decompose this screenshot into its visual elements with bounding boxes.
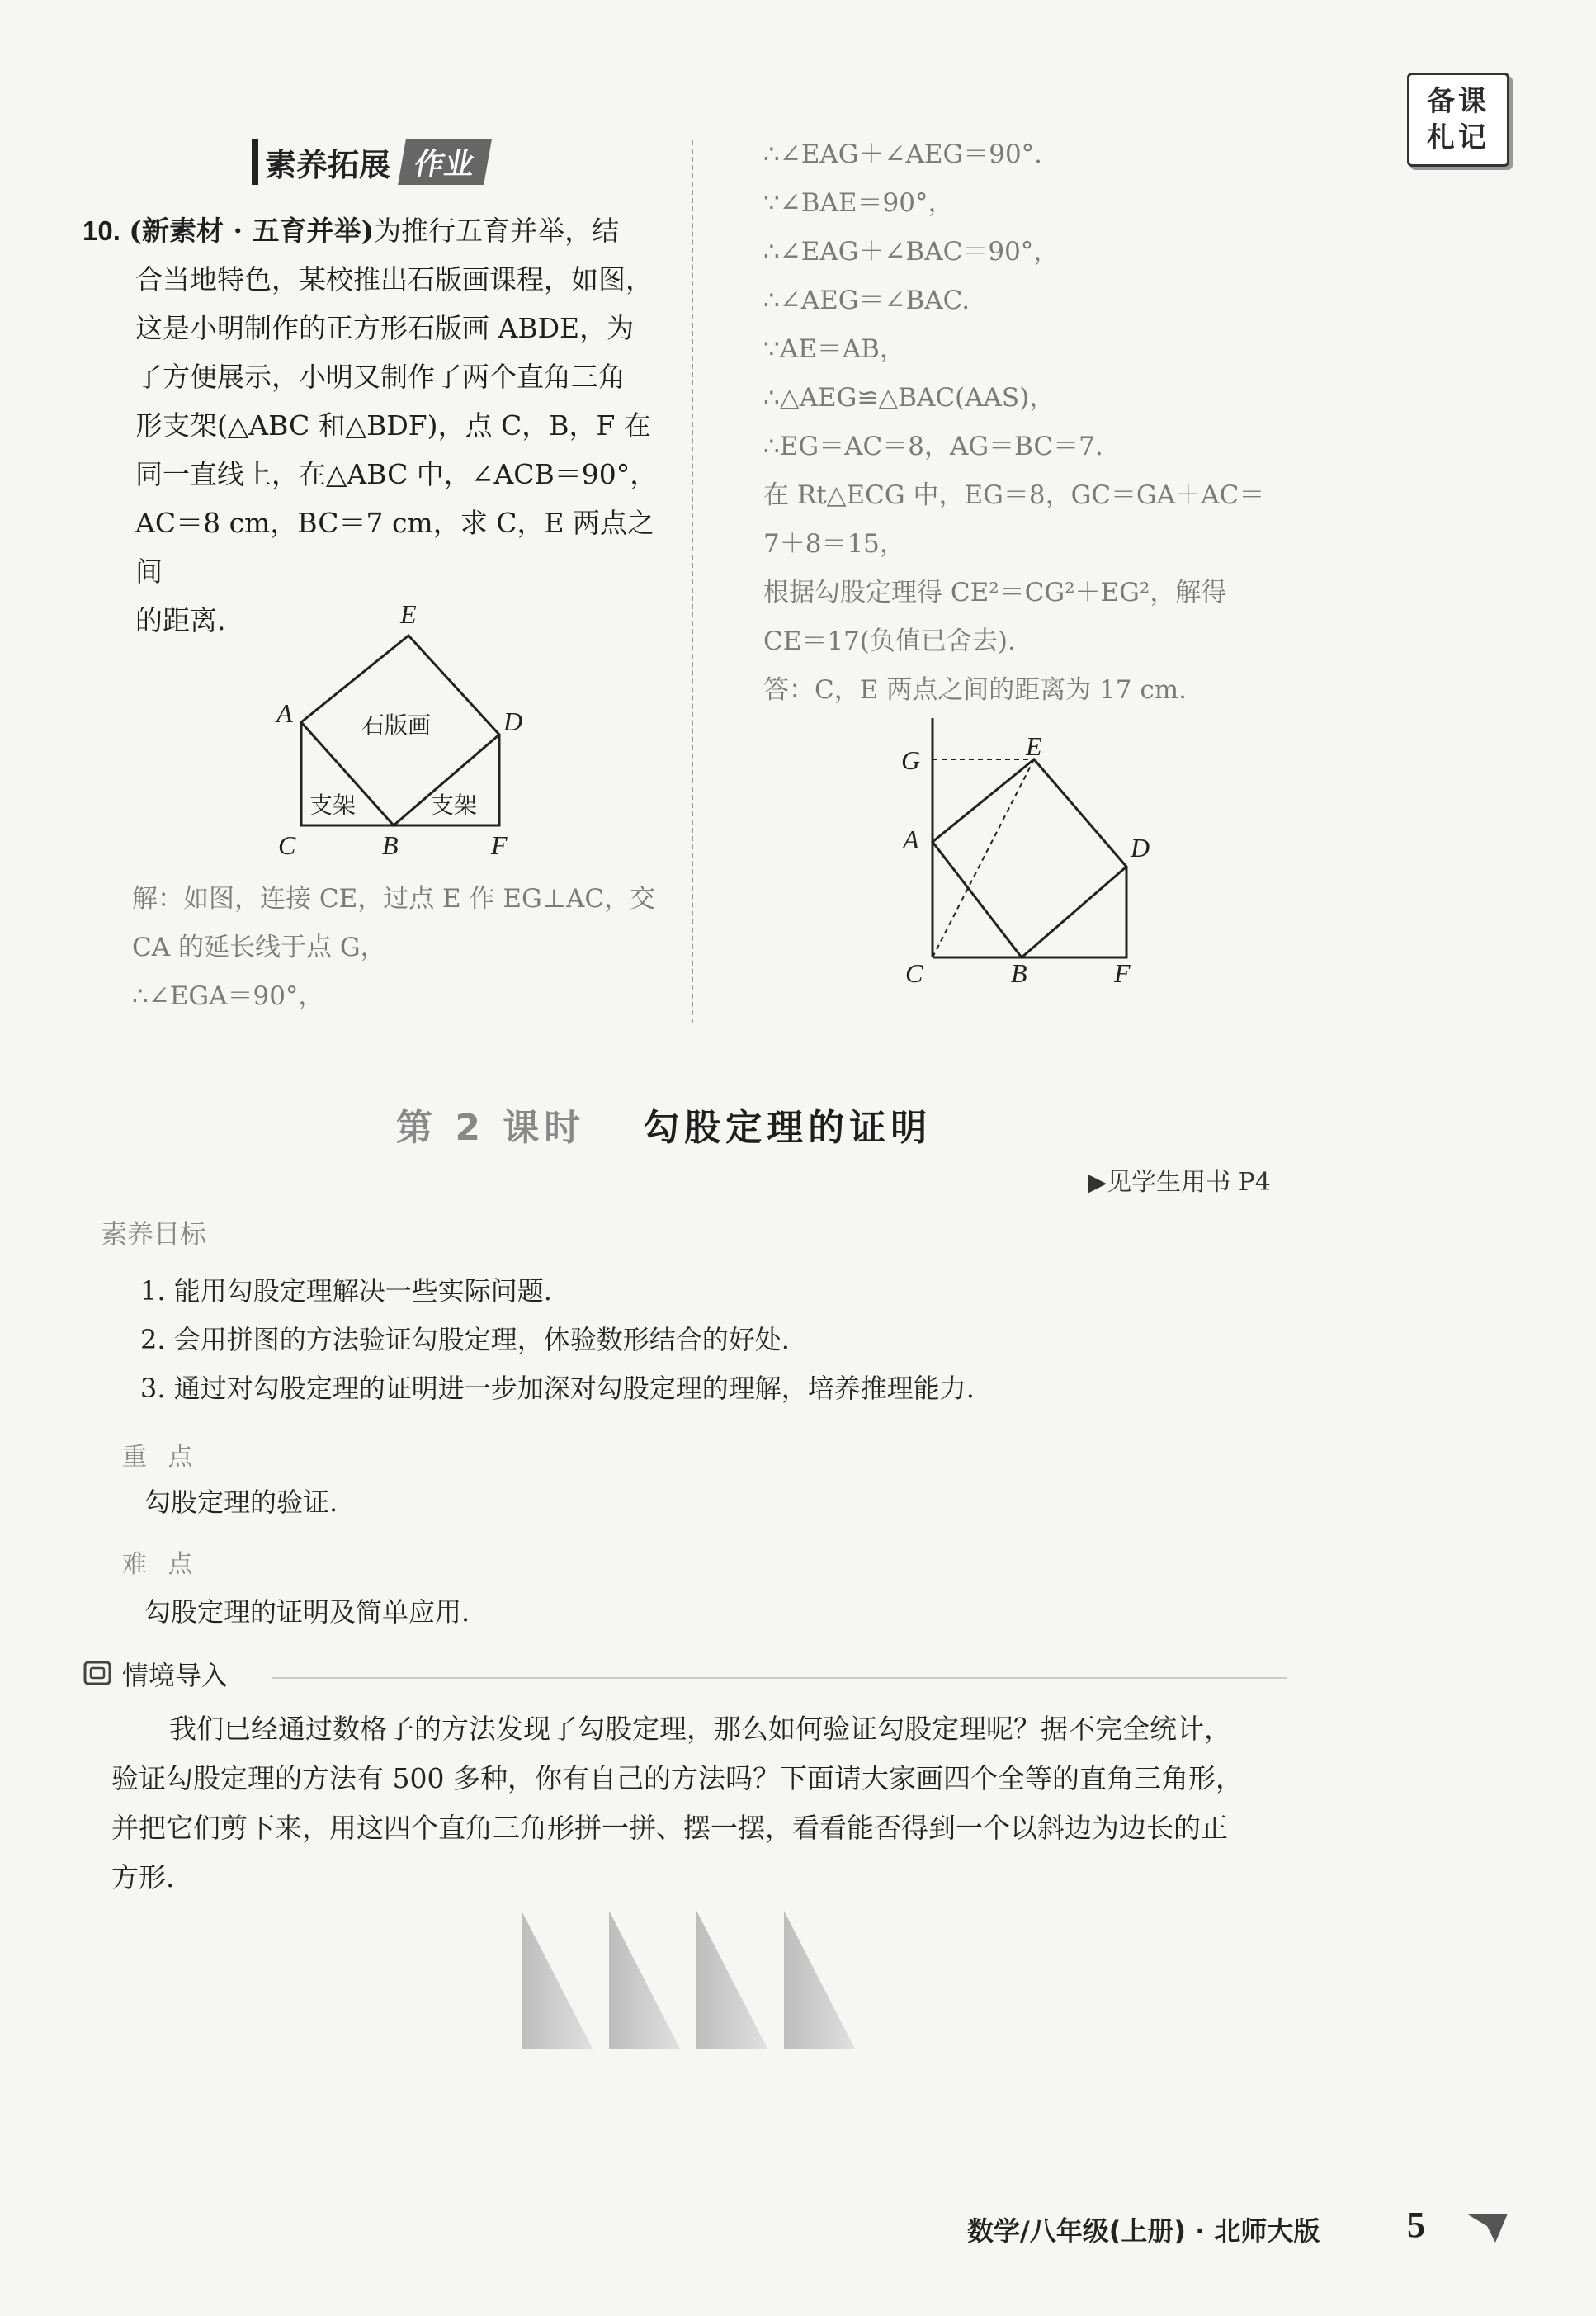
label-D: D [1131, 833, 1150, 863]
label-stand-left: 支架 [309, 792, 357, 819]
intro-line: 方形. [111, 1861, 175, 1893]
intro-rule [272, 1677, 1287, 1679]
solution-line: ∵AE＝AB， [763, 334, 905, 364]
solution-line: 在 Rt△ECG 中，EG＝8，GC＝GA＋AC＝ [763, 480, 1265, 510]
lesson-name: 勾股定理的证明 [643, 1107, 933, 1149]
label-A: A [276, 698, 293, 728]
label-B: B [1011, 958, 1027, 988]
problem-line: 这是小明制作的正方形石版画 ABDE，为 [135, 312, 635, 344]
solution-line: 解：如图，连接 CE，过点 E 作 EG⊥AC，交 [132, 884, 656, 914]
label-stone-painting: 石版画 [361, 711, 432, 739]
label-A: A [903, 825, 919, 854]
solution-line: ∴∠EAG＋∠AEG＝90°. [763, 139, 1043, 169]
intro-text [111, 1704, 1291, 1902]
goal-item: 3. 通过对勾股定理的证明进一步加深对勾股定理的理解，培养推理能力. [140, 1373, 975, 1404]
section-tag: 作业 [398, 139, 492, 185]
solution-line: ∴∠EAG＋∠BAC＝90°， [763, 237, 1060, 267]
lesson-number: 第 2 课时 [396, 1107, 586, 1149]
solution-line: 7＋8＝15， [763, 529, 905, 559]
figure-solution [891, 718, 1164, 999]
goals-heading: 素养目标 [101, 1218, 207, 1250]
problem-10 [83, 206, 677, 645]
column-divider [692, 140, 693, 1023]
solution-right [763, 130, 1324, 715]
page-number: 5 [1407, 2205, 1425, 2245]
goal-item: 2. 会用拼图的方法验证勾股定理，体验数形结合的好处. [140, 1324, 790, 1355]
footer-text: 数学/八年级(上册) · 北师大版 [967, 2215, 1320, 2247]
intro-icon [83, 1660, 112, 1688]
triangle-2 [609, 1911, 680, 2049]
intro-line: 并把它们剪下来，用这四个直角三角形拼一拼、摆一摆，看看能否得到一个以斜边为边长的正 [111, 1812, 1228, 1844]
student-book-reference: ▶见学生用书 P4 [1088, 1168, 1271, 1197]
solution-line: ∴EG＝AC＝8，AG＝BC＝7. [763, 432, 1103, 461]
problem-line: 的距离. [135, 604, 226, 636]
solution-line: ∴∠AEG＝∠BAC. [763, 286, 970, 315]
label-B: B [382, 830, 399, 860]
solution-left [132, 875, 677, 1021]
four-triangles [520, 1907, 866, 2055]
problem-source: (新素材 · 五育并举) [129, 215, 375, 247]
problem-line: AC＝8 cm，BC＝7 cm，求 C，E 两点之间 [135, 507, 655, 588]
problem-line: 为推行五育并举，结 [374, 215, 620, 247]
triangle-4 [784, 1911, 855, 2049]
solution-line: CE＝17(负值已舍去). [763, 626, 1016, 656]
problem-line: 合当地特色，某校推出石版画课程，如图， [135, 263, 653, 295]
solution-line: 答：C，E 两点之间的距离为 17 cm. [763, 675, 1187, 705]
figure-stone-painting [264, 594, 528, 867]
label-C: C [905, 958, 923, 988]
label-stand-right: 支架 [431, 792, 478, 819]
intro-line: 我们已经通过数格子的方法发现了勾股定理，那么如何验证勾股定理呢？据不完全统计， [169, 1713, 1231, 1745]
intro-line: 验证勾股定理的方法有 500 多种，你有自己的方法吗？下面请大家画四个全等的直角三角形， [111, 1762, 1243, 1794]
intro-heading-row [83, 1655, 228, 1693]
problem-number: 10. [83, 215, 120, 246]
label-G: G [901, 745, 921, 775]
label-E: E [1026, 731, 1042, 761]
problem-line: 形支架(△ABC 和△BDF)，点 C，B，F 在 [135, 409, 651, 442]
problem-line: 同一直线上，在△ABC 中，∠ACB＝90°， [135, 458, 658, 490]
solution-line: CA 的延长线于点 G， [132, 933, 386, 962]
key-point-text: 勾股定理的验证. [144, 1486, 338, 1518]
notes-box-line2: 札记 [1427, 121, 1490, 154]
goal-item: 1. 能用勾股定理解决一些实际问题. [140, 1275, 552, 1307]
section-label: 素养拓展 [252, 139, 397, 185]
difficulty-label: 难 点 [122, 1550, 200, 1579]
section-header [252, 140, 488, 183]
triangle-3 [696, 1911, 767, 2049]
label-C: C [278, 830, 296, 860]
solution-line: ∴△AEG≌△BAC(AAS)， [763, 383, 1055, 413]
square-ABDE [933, 759, 1126, 957]
label-F: F [491, 830, 508, 860]
difficulty-text: 勾股定理的证明及简单应用. [144, 1596, 470, 1628]
label-D: D [503, 707, 523, 736]
lesson-notes-box [1407, 73, 1509, 167]
corner-ornament-icon [1462, 2205, 1512, 2247]
solution-line: ∴∠EGA＝90°， [132, 981, 324, 1011]
triangle-1 [522, 1911, 593, 2049]
problem-line: 了方便展示，小明又制作了两个直角三角 [135, 361, 626, 393]
goals-list [140, 1267, 975, 1413]
solution-line: 根据勾股定理得 CE²＝CG²＋EG²，解得 [763, 578, 1227, 607]
solution-line: ∵∠BAE＝90°， [763, 188, 954, 218]
key-point-label: 重 点 [122, 1443, 200, 1472]
line-CE [933, 759, 1034, 957]
intro-heading: 情境导入 [122, 1660, 229, 1691]
notes-box-line1: 备课 [1427, 85, 1490, 118]
label-F: F [1114, 958, 1131, 988]
label-E: E [400, 599, 417, 629]
lesson-title [396, 1098, 1139, 1151]
